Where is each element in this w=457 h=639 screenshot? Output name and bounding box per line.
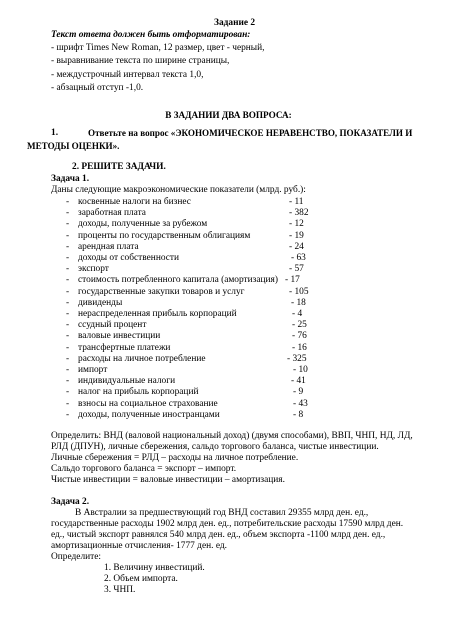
indicator-value: - 63 (291, 253, 306, 263)
indicator-value: - 24 (289, 241, 304, 252)
indicator-value: - 4 (292, 309, 303, 319)
indicator-bullet: - (66, 275, 70, 286)
task-2-item: 1. Величину инвестиций. (104, 563, 205, 573)
question-1-line-1: Ответьте на вопрос «ЭКОНОМИЧЕСКОЕ НЕРАВЕНСТВО, ПОКАЗАТЕЛИ И (88, 128, 413, 138)
indicator-name: взносы на социальное страхование (78, 398, 218, 409)
indicator-name: расходы на личное потребление (78, 353, 206, 364)
indicator-value: - 105 (289, 286, 309, 297)
indicator-name: стоимость потребленного капитала (амортизация) (78, 275, 278, 286)
indicator-name: доходы от собственности (78, 253, 180, 263)
indicator-bullet: - (66, 342, 70, 353)
indicator-name: доходы, полученные иностранцами (78, 409, 220, 420)
indicator-name: экспорт (78, 264, 109, 275)
task-2-define: Определите: (51, 552, 102, 562)
indicator-bullet: - (66, 219, 70, 230)
indicator-value: - 57 (289, 264, 304, 275)
task-1-intro: Даны следующие макроэкономические показатели (млрд. руб.): (51, 185, 306, 195)
indicator-bullet: - (66, 197, 70, 207)
task-2-item: 3. ЧНП. (104, 585, 136, 595)
task-2-line-4: амортизационные отчисления- 1777 ден. ед. (51, 541, 227, 551)
indicator-bullet: - (66, 376, 70, 387)
indicator-name: трансфертные платежи (78, 342, 171, 353)
task-2-item: 2. Объем импорта. (104, 574, 178, 584)
formula-net-investment: Чистые инвестиции = валовые инвестиции – амортизация. (51, 475, 285, 485)
indicator-value: - 11 (289, 197, 304, 207)
indicator-value: - 19 (289, 230, 304, 241)
indicator-bullet: - (66, 264, 70, 275)
indicator-bullet: - (66, 208, 70, 219)
indicator-value: - 25 (292, 320, 307, 331)
question-1-line-2: МЕТОДЫ ОЦЕНКИ». (27, 141, 120, 151)
task-2-line-3: ед., чистый экспорт равнялся 540 млрд ден. ед., объем экспорта -1100 млрд ден. ед., (51, 530, 386, 540)
indicator-value: - 43 (293, 398, 308, 409)
task-1-define-line-1: Определить: ВНД (валовой национальный доход) (двумя способами), ВВП, ЧНП, НД, ЛД, (51, 431, 413, 441)
indicator-bullet: - (66, 309, 70, 319)
task-header: Задание 2 (214, 18, 256, 28)
two-questions-heading: В ЗАДАНИИ ДВА ВОПРОСА: (165, 110, 292, 120)
indicator-bullet: - (66, 353, 70, 364)
format-note: Текст ответа должен быть отформатирован: (51, 30, 251, 40)
indicator-bullet: - (66, 253, 70, 263)
indicator-value: - 41 (291, 376, 306, 387)
format-rule: - междустрочный интервал текста 1,0, (51, 70, 204, 80)
indicator-value: - 16 (292, 342, 307, 353)
formula-personal-savings: Личные сбережения = РЛД – расходы на личное потребление. (51, 453, 299, 463)
indicator-name: индивидуальные налоги (78, 376, 176, 387)
indicator-bullet: - (66, 365, 70, 375)
indicator-value: - 17 (285, 275, 300, 286)
indicator-bullet: - (66, 230, 70, 241)
indicator-name: нераспределенная прибыль корпораций (78, 309, 237, 319)
indicator-value: - 325 (287, 353, 307, 364)
indicator-name: налог на прибыль корпораций (78, 387, 199, 398)
format-rule: - выравнивание текста по ширине страницы, (51, 56, 230, 66)
task-1-define-line-2: РЛД (ДПУН), личные сбережения, сальдо торгового баланса, чистые инвестиции. (51, 442, 379, 452)
formula-trade-balance: Сальдо торгового баланса = экспорт – импорт. (51, 464, 237, 474)
indicator-bullet: - (66, 241, 70, 252)
indicator-bullet: - (66, 331, 70, 342)
indicator-value: - 382 (289, 208, 309, 219)
format-rule: - шрифт Times New Roman, 12 размер, цвет - черный, (51, 43, 265, 53)
indicator-value: - 12 (289, 219, 304, 230)
indicator-name: заработная плата (78, 208, 146, 219)
indicator-name: импорт (78, 365, 108, 375)
indicator-name: арендная плата (78, 241, 139, 252)
indicator-bullet: - (66, 297, 70, 308)
indicator-bullet: - (66, 398, 70, 409)
indicator-name: дивиденды (78, 297, 123, 308)
format-rule: - абзацный отступ -1,0. (51, 83, 144, 93)
indicator-bullet: - (66, 320, 70, 331)
indicator-name: доходы, полученные за рубежом (78, 219, 208, 230)
task-1-title: Задача 1. (51, 174, 90, 184)
task-2-line-1: В Австралии за предшествующий год ВНД составил 29355 млрд ден. ед., (75, 508, 369, 518)
indicator-value: - 8 (293, 409, 304, 420)
indicator-bullet: - (66, 409, 70, 420)
indicator-name: косвенные налоги на бизнес (78, 197, 191, 207)
indicator-name: валовые инвестиции (78, 331, 161, 342)
indicator-value: - 9 (293, 387, 304, 398)
indicator-name: государственные закупки товаров и услуг (78, 286, 245, 297)
indicator-value: - 76 (292, 331, 307, 342)
task-2-line-2: государственные расходы 1902 млрд ден. ед., потребительские расходы 17590 млрд ден. (51, 519, 404, 529)
indicator-bullet: - (66, 387, 70, 398)
indicator-value: - 10 (293, 365, 308, 375)
indicator-bullet: - (66, 286, 70, 297)
indicator-name: проценты по государственным облигациям (78, 230, 251, 241)
task-2-title: Задача 2. (51, 497, 90, 507)
question-1-number: 1. (51, 128, 59, 138)
indicator-value: - 18 (291, 297, 306, 308)
question-2-heading: 2. РЕШИТЕ ЗАДАЧИ. (72, 162, 166, 172)
indicator-name: ссудный процент (78, 320, 147, 331)
